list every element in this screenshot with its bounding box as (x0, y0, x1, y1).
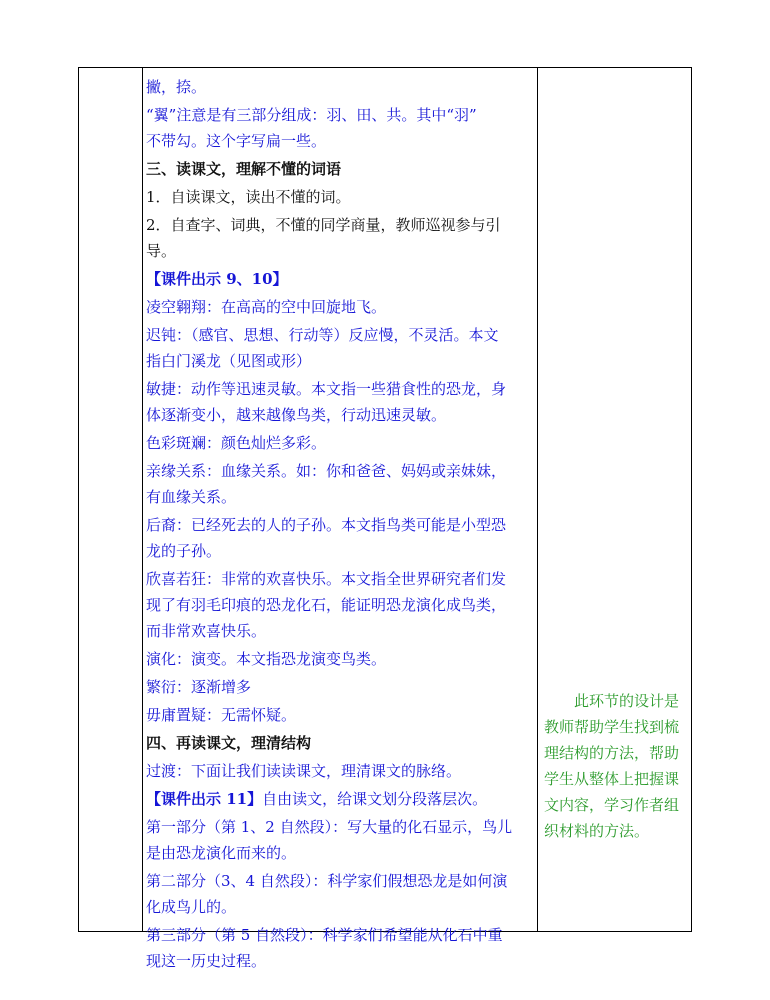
courseware-label: 【课件出示 11】 (146, 790, 263, 808)
text-line: 第二部分（3、4 自然段）：科学家们假想恐龙是如何演 (146, 872, 508, 890)
text-line: 是由恐龙演化而来的。 (146, 844, 297, 862)
vocab-line: 迟钝：（感官、思想、行动等）反应慢，不灵活。本文 (146, 326, 499, 344)
lesson-plan-table (78, 67, 692, 970)
courseware-label: 【课件出示 9、10】 (146, 270, 288, 288)
text-line: 化成鸟儿的。 (146, 898, 237, 916)
teaching-process-cell (146, 74, 534, 974)
vocab-line: 凌空翱翔：在高高的空中回旋地飞。 (146, 298, 387, 316)
vocab-line: 有血缘关系。 (146, 488, 237, 506)
vocab-line: 亲缘关系：血缘关系。如：你和爸爸、妈妈或亲妹妹， (146, 462, 507, 480)
vocab-line: 演化：演变。本文指恐龙演变鸟类。 (146, 650, 387, 668)
column-divider-left (142, 68, 143, 931)
vocab-line: 现了有羽毛印痕的恐龙化石，能证明恐龙演化成鸟类， (146, 596, 507, 614)
note-line: 学生从整体上把握课 (544, 770, 680, 788)
text-line: 导。 (146, 242, 177, 260)
text-line: 现这一历史过程。 (146, 952, 267, 970)
vocab-line: 指白门溪龙（见图或形） (146, 352, 312, 370)
vocab-line: 龙的子孙。 (146, 542, 222, 560)
vocab-line: 毋庸置疑：无需怀疑。 (146, 706, 297, 724)
column-divider-right (537, 68, 538, 931)
section-heading-four: 四、再读课文，理清结构 (146, 734, 312, 752)
note-line: 理结构的方法，帮助 (544, 744, 680, 762)
text-line: 不带勾。这个字写扁一些。 (146, 132, 327, 150)
note-line: 此环节的设计是 (574, 692, 680, 710)
text-line: 撇，捺。 (146, 78, 207, 96)
text-line: “翼”注意是有三部分组成：羽、田、共。其中“羽” (146, 106, 477, 124)
vocab-line: 繁衍：逐渐增多 (146, 678, 252, 696)
instruction-text: 自由读文，给课文划分段落层次。 (262, 790, 488, 808)
vocab-line: 后裔：已经死去的人的子孙。本文指鸟类可能是小型恐 (146, 516, 507, 534)
text-line: 过渡：下面让我们读读课文，理清课文的脉络。 (146, 762, 462, 780)
note-line: 教师帮助学生找到梳 (544, 718, 680, 736)
design-intent-cell (544, 688, 684, 844)
note-line: 文内容，学习作者组 (544, 796, 680, 814)
text-line: 2．自查字、词典，不懂的同学商量，教师巡视参与引 (146, 216, 501, 234)
text-line (146, 786, 534, 812)
text-line: 1．自读课文，读出不懂的词。 (146, 188, 351, 206)
vocab-line: 敏捷：动作等迅速灵敏。本文指一些猎食性的恐龙，身 (146, 380, 507, 398)
text-line: 第三部分（第 5 自然段）：科学家们希望能从化石中重 (146, 926, 503, 944)
vocab-line: 色彩斑斓：颜色灿烂多彩。 (146, 434, 327, 452)
vocab-line: 体逐渐变小，越来越像鸟类，行动迅速灵敏。 (146, 406, 447, 424)
vocab-line: 欣喜若狂：非常的欢喜快乐。本文指全世界研究者们发 (146, 570, 507, 588)
section-heading-three: 三、读课文，理解不懂的词语 (146, 160, 342, 178)
note-line: 织材料的方法。 (544, 822, 650, 840)
vocab-line: 而非常欢喜快乐。 (146, 622, 267, 640)
text-line: 第一部分（第 1、2 自然段）：写大量的化石显示，鸟儿 (146, 818, 513, 836)
